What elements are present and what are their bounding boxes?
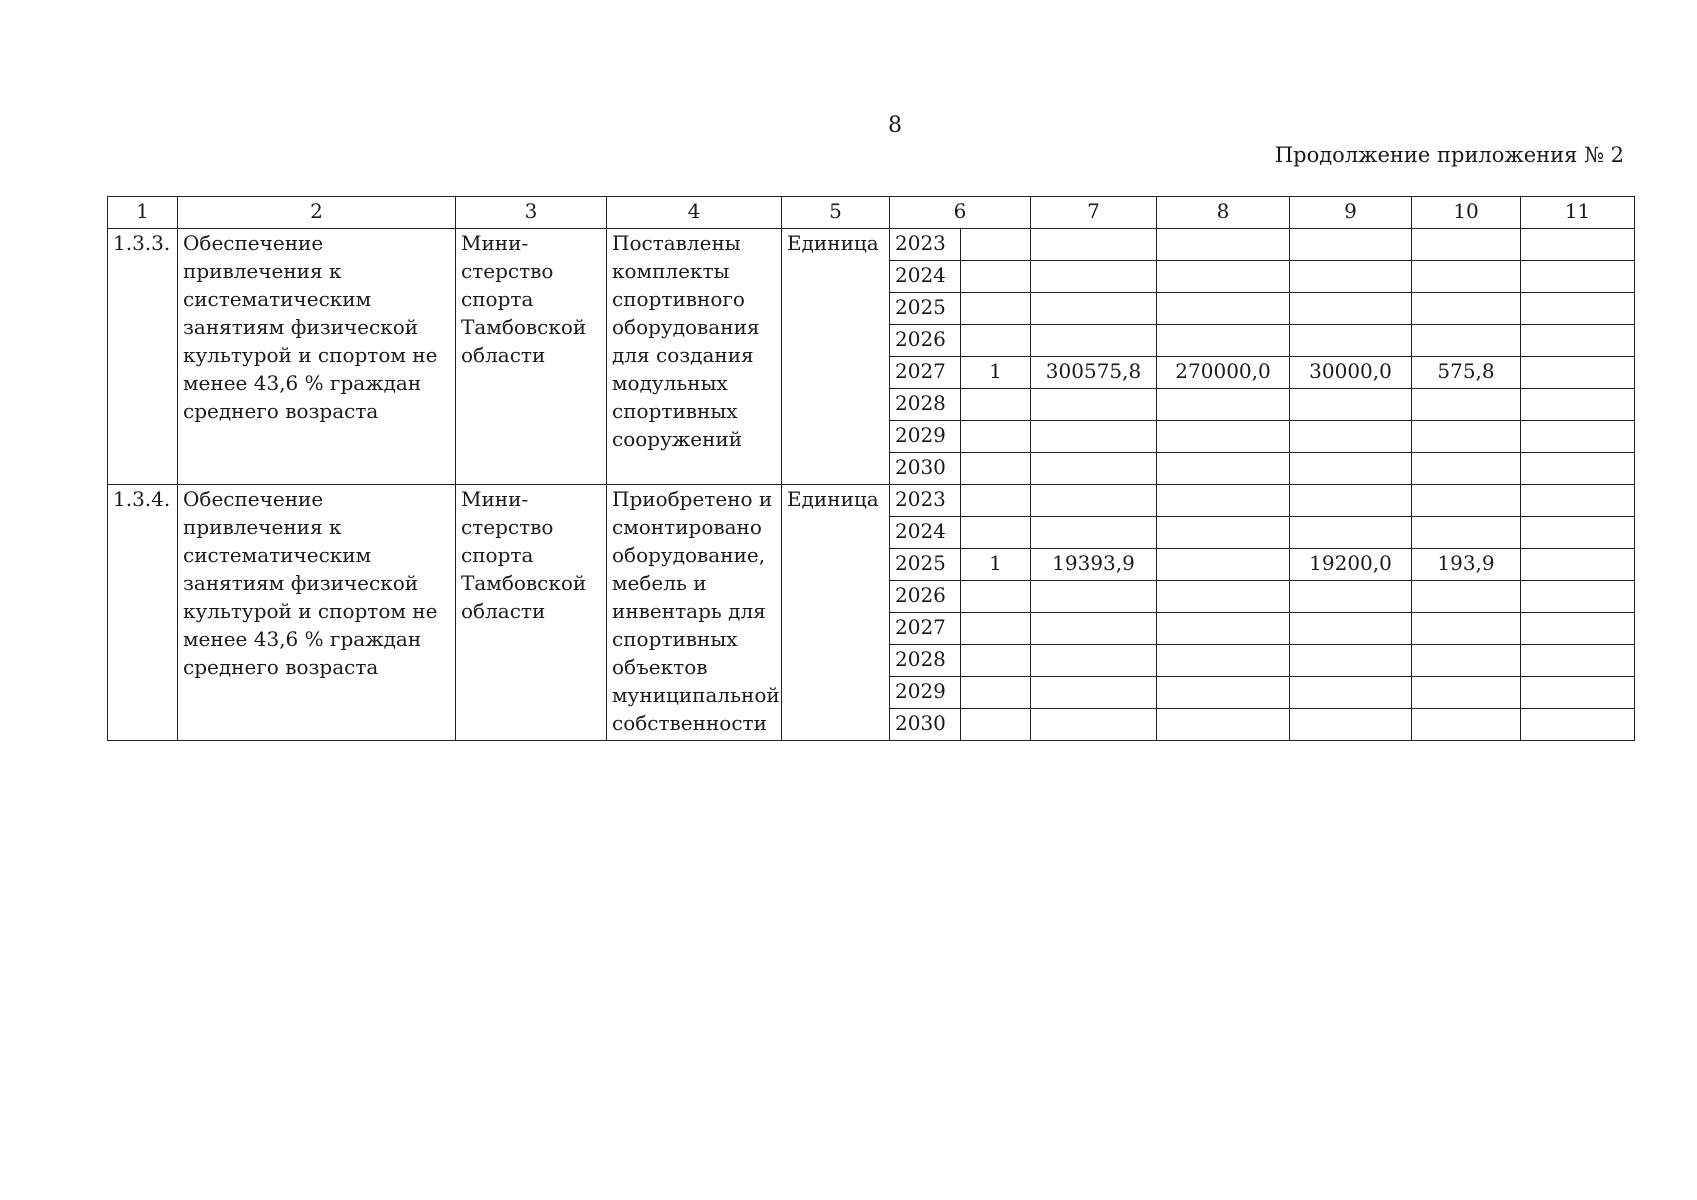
header-cell: 2	[178, 197, 456, 229]
value-cell-10	[1412, 581, 1521, 613]
quantity-cell	[961, 645, 1031, 677]
quantity-cell	[961, 677, 1031, 709]
appendix-label: Продолжение приложения № 2	[1274, 143, 1624, 167]
header-cell: 3	[456, 197, 607, 229]
value-cell-11	[1521, 357, 1635, 389]
quantity-cell	[961, 421, 1031, 453]
value-cell-11	[1521, 485, 1635, 517]
value-cell-8	[1157, 261, 1290, 293]
value-cell-8	[1157, 453, 1290, 485]
value-cell-9	[1290, 709, 1412, 741]
value-cell-8	[1157, 517, 1290, 549]
header-cell: 5	[782, 197, 890, 229]
value-cell-8	[1157, 293, 1290, 325]
table-row	[108, 485, 1635, 517]
table-row	[108, 229, 1635, 261]
value-cell-7	[1031, 325, 1157, 357]
value-cell-11	[1521, 581, 1635, 613]
header-cell: 8	[1157, 197, 1290, 229]
value-cell-11	[1521, 293, 1635, 325]
header-cell: 11	[1521, 197, 1635, 229]
year-cell: 2029	[890, 677, 961, 709]
row-description: Обеспечение привлечения к систематическим занятиям физической культурой и спортом не менее 43,6 % граждан среднего возраста	[178, 485, 456, 741]
value-cell-7	[1031, 517, 1157, 549]
quantity-cell	[961, 453, 1031, 485]
row-number: 1.3.3.	[108, 229, 178, 485]
row-result: Поставлены комплекты спортивного оборудования для создания модульных спортивных сооружений	[607, 229, 782, 485]
row-result: Приобретено и смонтировано оборудование, мебель и инвентарь для спортивных объектов муниципальной собственности	[607, 485, 782, 741]
year-cell: 2028	[890, 389, 961, 421]
value-cell-11	[1521, 453, 1635, 485]
value-cell-9	[1290, 581, 1412, 613]
year-cell: 2026	[890, 325, 961, 357]
value-cell-10	[1412, 453, 1521, 485]
value-cell-10	[1412, 709, 1521, 741]
value-cell-11	[1521, 677, 1635, 709]
value-cell-10	[1412, 293, 1521, 325]
value-cell-8	[1157, 549, 1290, 581]
value-cell-8	[1157, 581, 1290, 613]
value-cell-8	[1157, 677, 1290, 709]
value-cell-8	[1157, 421, 1290, 453]
value-cell-9	[1290, 293, 1412, 325]
value-cell-8	[1157, 485, 1290, 517]
value-cell-7	[1031, 485, 1157, 517]
year-cell: 2024	[890, 261, 961, 293]
value-cell-10	[1412, 613, 1521, 645]
value-cell-7	[1031, 677, 1157, 709]
row-unit: Единица	[782, 485, 890, 741]
value-cell-7	[1031, 293, 1157, 325]
quantity-cell	[961, 389, 1031, 421]
page-number: 8	[888, 113, 902, 138]
value-cell-7	[1031, 229, 1157, 261]
header-row	[108, 197, 1635, 229]
row-number: 1.3.4.	[108, 485, 178, 741]
value-cell-7	[1031, 613, 1157, 645]
header-cell: 7	[1031, 197, 1157, 229]
year-cell: 2025	[890, 293, 961, 325]
value-cell-8	[1157, 709, 1290, 741]
year-cell: 2025	[890, 549, 961, 581]
value-cell-10	[1412, 389, 1521, 421]
value-cell-7: 300575,8	[1031, 357, 1157, 389]
value-cell-7	[1031, 645, 1157, 677]
value-cell-11	[1521, 709, 1635, 741]
quantity-cell	[961, 229, 1031, 261]
value-cell-10	[1412, 677, 1521, 709]
year-cell: 2026	[890, 581, 961, 613]
value-cell-9	[1290, 389, 1412, 421]
value-cell-10	[1412, 485, 1521, 517]
value-cell-8	[1157, 389, 1290, 421]
value-cell-8	[1157, 613, 1290, 645]
value-cell-10	[1412, 421, 1521, 453]
value-cell-9	[1290, 485, 1412, 517]
value-cell-10	[1412, 229, 1521, 261]
year-cell: 2024	[890, 517, 961, 549]
value-cell-10	[1412, 645, 1521, 677]
quantity-cell: 1	[961, 357, 1031, 389]
value-cell-9: 19200,0	[1290, 549, 1412, 581]
value-cell-10: 575,8	[1412, 357, 1521, 389]
value-cell-9	[1290, 261, 1412, 293]
value-cell-8	[1157, 325, 1290, 357]
quantity-cell	[961, 485, 1031, 517]
value-cell-11	[1521, 261, 1635, 293]
header-cell: 4	[607, 197, 782, 229]
quantity-cell	[961, 517, 1031, 549]
value-cell-10	[1412, 261, 1521, 293]
value-cell-8: 270000,0	[1157, 357, 1290, 389]
value-cell-11	[1521, 421, 1635, 453]
year-cell: 2027	[890, 613, 961, 645]
value-cell-11	[1521, 389, 1635, 421]
value-cell-10: 193,9	[1412, 549, 1521, 581]
quantity-cell	[961, 581, 1031, 613]
value-cell-9	[1290, 325, 1412, 357]
quantity-cell	[961, 293, 1031, 325]
value-cell-8	[1157, 229, 1290, 261]
value-cell-8	[1157, 645, 1290, 677]
quantity-cell	[961, 613, 1031, 645]
row-unit: Единица	[782, 229, 890, 485]
value-cell-11	[1521, 325, 1635, 357]
value-cell-9: 30000,0	[1290, 357, 1412, 389]
value-cell-9	[1290, 517, 1412, 549]
value-cell-9	[1290, 229, 1412, 261]
year-cell: 2029	[890, 421, 961, 453]
year-cell: 2028	[890, 645, 961, 677]
value-cell-7	[1031, 581, 1157, 613]
value-cell-9	[1290, 421, 1412, 453]
header-cell: 10	[1412, 197, 1521, 229]
quantity-cell	[961, 709, 1031, 741]
value-cell-9	[1290, 645, 1412, 677]
value-cell-7	[1031, 453, 1157, 485]
value-cell-9	[1290, 677, 1412, 709]
value-cell-7	[1031, 389, 1157, 421]
year-cell: 2023	[890, 229, 961, 261]
value-cell-10	[1412, 325, 1521, 357]
row-description: Обеспечение привлечения к систематическим занятиям физической культурой и спортом не менее 43,6 % граждан среднего возраста	[178, 229, 456, 485]
year-cell: 2023	[890, 485, 961, 517]
quantity-cell: 1	[961, 549, 1031, 581]
quantity-cell	[961, 261, 1031, 293]
value-cell-9	[1290, 453, 1412, 485]
header-cell: 6	[890, 197, 1031, 229]
quantity-cell	[961, 325, 1031, 357]
year-cell: 2027	[890, 357, 961, 389]
value-cell-7	[1031, 709, 1157, 741]
year-cell: 2030	[890, 453, 961, 485]
value-cell-9	[1290, 613, 1412, 645]
row-responsible: Мини-стерство спорта Тамбовской области	[456, 229, 607, 485]
value-cell-11	[1521, 645, 1635, 677]
value-cell-7: 19393,9	[1031, 549, 1157, 581]
header-cell: 1	[108, 197, 178, 229]
value-cell-11	[1521, 229, 1635, 261]
header-cell: 9	[1290, 197, 1412, 229]
year-cell: 2030	[890, 709, 961, 741]
value-cell-11	[1521, 613, 1635, 645]
value-cell-7	[1031, 261, 1157, 293]
value-cell-11	[1521, 517, 1635, 549]
value-cell-7	[1031, 421, 1157, 453]
data-table	[107, 196, 1635, 741]
value-cell-10	[1412, 517, 1521, 549]
row-responsible: Мини-стерство спорта Тамбовской области	[456, 485, 607, 741]
value-cell-11	[1521, 549, 1635, 581]
